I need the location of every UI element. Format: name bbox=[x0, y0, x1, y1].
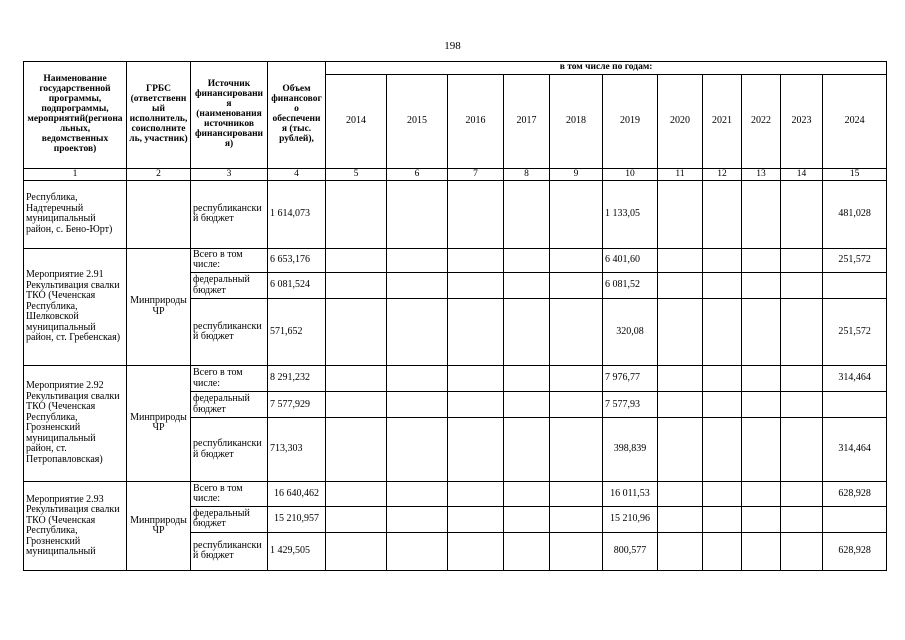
year-2024-cell: 314,464 bbox=[823, 418, 887, 482]
year-2019-cell: 15 210,96 bbox=[603, 507, 658, 532]
year-2024-cell: 628,928 bbox=[823, 482, 887, 507]
page-number: 198 bbox=[444, 40, 461, 52]
year-2019-cell: 16 011,53 bbox=[603, 482, 658, 507]
year-2019-cell: 7 577,93 bbox=[603, 392, 658, 418]
volume-cell: 1 429,505 bbox=[268, 532, 326, 570]
year-2019-cell: 6 401,60 bbox=[603, 248, 658, 272]
financing-table bbox=[23, 61, 887, 571]
year-2024-cell: 251,572 bbox=[823, 299, 887, 366]
header-row-1 bbox=[24, 62, 887, 75]
column-index: 2 bbox=[127, 169, 191, 181]
source-cell: федеральный бюджет bbox=[191, 392, 268, 418]
column-index: 4 bbox=[268, 169, 326, 181]
year-2024-cell bbox=[823, 392, 887, 418]
column-index: 13 bbox=[742, 169, 781, 181]
volume-cell: 7 577,929 bbox=[268, 392, 326, 418]
source-cell: республиканский бюджет bbox=[191, 532, 268, 570]
grbs-cell bbox=[127, 181, 191, 249]
column-index-row bbox=[24, 169, 887, 181]
table-row bbox=[24, 482, 887, 507]
source-cell: Всего в том числе: bbox=[191, 482, 268, 507]
year-2024-cell: 628,928 bbox=[823, 532, 887, 570]
header-year: 2017 bbox=[504, 75, 550, 169]
source-cell: республиканский бюджет bbox=[191, 418, 268, 482]
year-2019-cell: 320,08 bbox=[603, 299, 658, 366]
volume-cell: 6 653,176 bbox=[268, 248, 326, 272]
header-name: Наименование государственной программы, подпрограммы, мероприятий(региональных, ведомственных проектов) bbox=[24, 62, 127, 169]
measure-name: Мероприятие 2.92 Рекультивация свалки ТКО (Чеченская Республика, Грозненский муниципальный район, ст. Петропавловская) bbox=[24, 365, 127, 481]
year-2024-cell: 481,028 bbox=[823, 181, 887, 249]
header-year: 2022 bbox=[742, 75, 781, 169]
column-index: 1 bbox=[24, 169, 127, 181]
volume-cell: 6 081,524 bbox=[268, 273, 326, 299]
source-cell: федеральный бюджет bbox=[191, 273, 268, 299]
column-index: 10 bbox=[603, 169, 658, 181]
column-index: 11 bbox=[658, 169, 703, 181]
column-index: 9 bbox=[550, 169, 603, 181]
grbs-cell: Минприроды ЧР bbox=[127, 482, 191, 571]
year-2019-cell: 1 133,05 bbox=[603, 181, 658, 249]
year-2019-cell: 398,839 bbox=[603, 418, 658, 482]
column-index: 3 bbox=[191, 169, 268, 181]
year-2024-cell: 314,464 bbox=[823, 365, 887, 391]
measure-name: Мероприятие 2.91 Рекультивация свалки ТКО (Чеченская Республика, Шелковской муниципальный район, ст. Гребенская) bbox=[24, 248, 127, 365]
table-row bbox=[24, 181, 887, 249]
year-2019-cell: 7 976,77 bbox=[603, 365, 658, 391]
volume-cell: 1 614,073 bbox=[268, 181, 326, 249]
source-cell: федеральный бюджет bbox=[191, 507, 268, 532]
header-year: 2019 bbox=[603, 75, 658, 169]
table-row bbox=[24, 248, 887, 272]
header-year: 2015 bbox=[387, 75, 448, 169]
volume-cell: 713,303 bbox=[268, 418, 326, 482]
source-cell: Всего в том числе: bbox=[191, 248, 268, 272]
column-index: 7 bbox=[448, 169, 504, 181]
table-row bbox=[24, 365, 887, 391]
header-grbs: ГРБС (ответственный исполнитель, соисполнитель, участник) bbox=[127, 62, 191, 169]
column-index: 15 bbox=[823, 169, 887, 181]
column-index: 8 bbox=[504, 169, 550, 181]
header-year: 2014 bbox=[326, 75, 387, 169]
year-2024-cell bbox=[823, 507, 887, 532]
column-index: 14 bbox=[781, 169, 823, 181]
header-year: 2018 bbox=[550, 75, 603, 169]
volume-cell: 15 210,957 bbox=[268, 507, 326, 532]
volume-cell: 16 640,462 bbox=[268, 482, 326, 507]
year-2019-cell: 800,577 bbox=[603, 532, 658, 570]
year-2019-cell: 6 081,52 bbox=[603, 273, 658, 299]
column-index: 5 bbox=[326, 169, 387, 181]
source-cell: республиканский бюджет bbox=[191, 299, 268, 366]
year-2024-cell bbox=[823, 273, 887, 299]
header-year: 2024 bbox=[823, 75, 887, 169]
source-cell: Всего в том числе: bbox=[191, 365, 268, 391]
year-2024-cell: 251,572 bbox=[823, 248, 887, 272]
header-volume: Объем финансового обеспечения (тыс. рублей), bbox=[268, 62, 326, 169]
column-index: 6 bbox=[387, 169, 448, 181]
header-by-years: в том числе по годам: bbox=[326, 62, 887, 75]
header-source: Источник финансирования (наименования источников финансирования) bbox=[191, 62, 268, 169]
volume-cell: 571,652 bbox=[268, 299, 326, 366]
measure-name: Мероприятие 2.93 Рекультивация свалки ТКО (Чеченская Республика, Грозненский муниципальный bbox=[24, 482, 127, 571]
grbs-cell: Минприроды ЧР bbox=[127, 248, 191, 365]
header-year: 2020 bbox=[658, 75, 703, 169]
header-year: 2016 bbox=[448, 75, 504, 169]
header-year: 2021 bbox=[703, 75, 742, 169]
source-cell: республиканский бюджет bbox=[191, 181, 268, 249]
grbs-cell: Минприроды ЧР bbox=[127, 365, 191, 481]
column-index: 12 bbox=[703, 169, 742, 181]
measure-name: Республика, Надтеречный муниципальный район, с. Бено-Юрт) bbox=[24, 181, 127, 249]
volume-cell: 8 291,232 bbox=[268, 365, 326, 391]
header-year: 2023 bbox=[781, 75, 823, 169]
